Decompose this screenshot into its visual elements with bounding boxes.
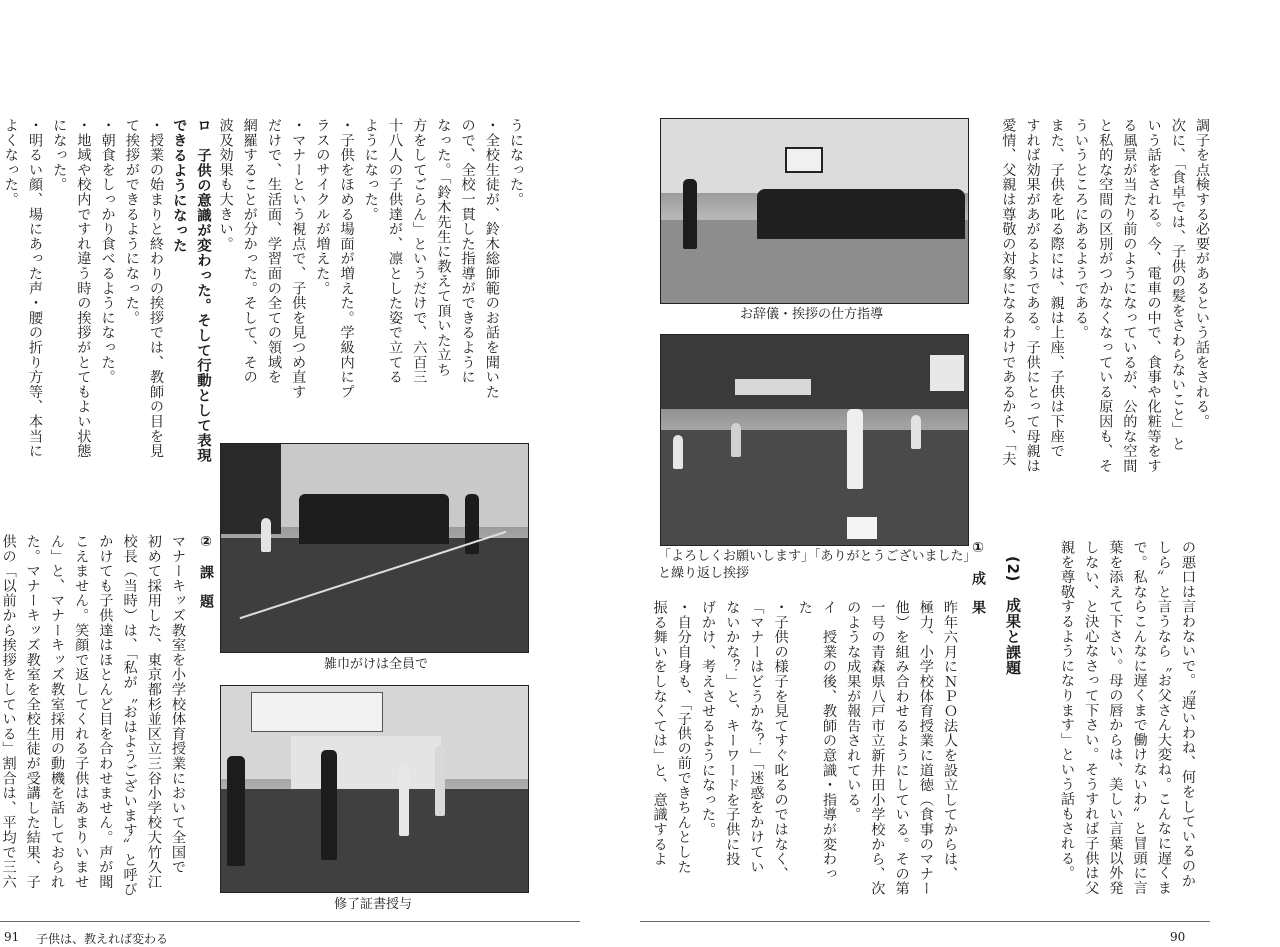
footer-rule-right: [640, 921, 1210, 922]
right-body-text-3: 昨年六月にＮＰＯ法人を設立してからは、 極力、小学校体育授業に道徳（食事のマナー 他）を組み合わせるようにしている。その第 一号の青森県八戸市立新井田小学校から、次 のような成果が報告されている。 イ 授業の後、教師の意識・指導が変わっ た ・子供の様子を見てすぐ叱るのではなく、 「マナーはどうかな？」「迷惑をかけてい ないかな？」と、キーワードを子供に投 げかけ、考えさせるようになった。 ・自分自身も、「子供の前できちんとした 振る舞いをしなくては」と、意識するよ: [651, 600, 958, 896]
subheading-seika: ① 成 果: [970, 540, 986, 615]
left-body-text-2: ・授業の始まりと終わりの挨拶では、教師の目を見 て挨拶ができるようになった。 ・朝食をしっかり食べるようになった。 ・地域や校内ですれ違う時の挨拶がとてもよい状態 になった。 ・明るい顔、場にあった声・腰の折り方等、本当に よくなった。: [2, 118, 164, 459]
page-number-right: 90: [1170, 930, 1186, 944]
gym-window: [930, 355, 964, 391]
right-body-text-2: の悪口は言わないで。〝遅いわね、何をしているのか しら〟と言うなら〝お父さん大変ね。こんなに遅くま で。私ならこんなに遅くまで働けないわ〟と冒頭に言 葉を添えて下さい。母の唇からは、美しい言葉以外発 しない、と決心なさって下さい。そうすれば子供は父 親を尊敬するようになります」という話もされる。: [1058, 540, 1196, 896]
photo-floor: [221, 789, 528, 892]
gym-windows: [251, 692, 383, 732]
students-group: [757, 189, 965, 239]
child-figure: [435, 746, 445, 816]
basket: [847, 517, 877, 539]
caption-bowing: お辞儀・挨拶の仕方指導: [740, 307, 884, 322]
event-banner: [291, 736, 441, 796]
photo-wall: [661, 335, 968, 409]
caption-certificate: 修了証書授与: [334, 897, 413, 912]
presenter-figure: [321, 750, 337, 860]
caption-greeting: 「よろしくお願いします」「ありがとうございました」 と繰り返し挨拶: [658, 549, 977, 581]
section-heading-results: (2) 成果と課題: [1004, 556, 1022, 676]
instructor-figure: [683, 179, 697, 249]
running-title: 子供は、教えれば変わる: [36, 932, 169, 946]
photo-floor: [661, 430, 968, 546]
subheading-issues: ② 課 題: [198, 534, 214, 609]
photo-greeting-practice: [660, 334, 969, 546]
photo-floor-wiping: [220, 443, 529, 653]
left-body-text-3: マナーキッズ教室を小学校体育授業において全国で 初めて採用した、東京都杉並区立三谷小学校大竹久江 校長（当時）は、「私が〝おはようございます〟と呼び かけても子供達はほとんど目を合わせません。声が聞 こえません。笑顔で返してくれる子供はあまりいませ ん」と、マナーキッズ教室採用の動機を話しておられ た。マナーキッズ教室を全校生徒が受講した結果、子 供の「以前から挨拶をしている」割合は、平均で三六: [0, 534, 186, 897]
page-number-left: 91: [4, 930, 20, 944]
section-heading-kids-change: ロ 子供の意識が変わった。そして行動として表現 できるようになった: [170, 118, 211, 463]
child-figure: [399, 766, 409, 836]
coach-figure: [847, 409, 863, 489]
photo-floor: [221, 538, 528, 652]
child-figure: [731, 423, 741, 457]
child-figure: [673, 435, 683, 469]
basketball-hoop: [785, 147, 823, 173]
child-figure: [911, 415, 921, 449]
right-body-text-1: 調子を点検する必要があるという話をされる。 次に、「食卓では、子供の髪をさわらないこと」と いう話をされる。今、電車の中で、食事や化粧等をす る風景が当たり前のようになっているが、公的な空間 と私的な空間の区別がつかなくなっている原因も、そ ういうところにあるようである。 また、子供を叱る際には、親は上座、子供は下座で すれば効果があがるようである。子供にとって母親は 愛情、父親は尊敬の対象になるわけであるから、「夫: [1000, 118, 1210, 474]
footer-rule-left: [0, 921, 580, 922]
child-figure: [261, 518, 271, 552]
wall-banner: [735, 379, 811, 395]
caption-zokin: 雑巾がけは全員で: [324, 657, 429, 672]
left-body-text-1: うになった。 ・全校生徒が、鈴木総師範のお話を聞いた ので、全校一貫した指導ができるように なった。「鈴木先生に教えて頂いた立ち 方をしてごらん」というだけで、六百三 十八人の子供達が、凛とした姿で立てる ようになった。 ・子供をほめる場面が増えた。学級内にプ ラスのサイクルが増えた。 ・マナーという視点で、子供を見つめ直す だけで、生活面、学習面の全ての領域を 網羅することが分かった。そして、その 波及効果も大きい。: [217, 118, 524, 400]
photo-bowing-instruction: [660, 118, 969, 304]
stage-curtain: [221, 444, 281, 534]
adults-group: [299, 494, 449, 544]
photo-certificate-ceremony: [220, 685, 529, 893]
camera-operator-figure: [227, 756, 245, 866]
